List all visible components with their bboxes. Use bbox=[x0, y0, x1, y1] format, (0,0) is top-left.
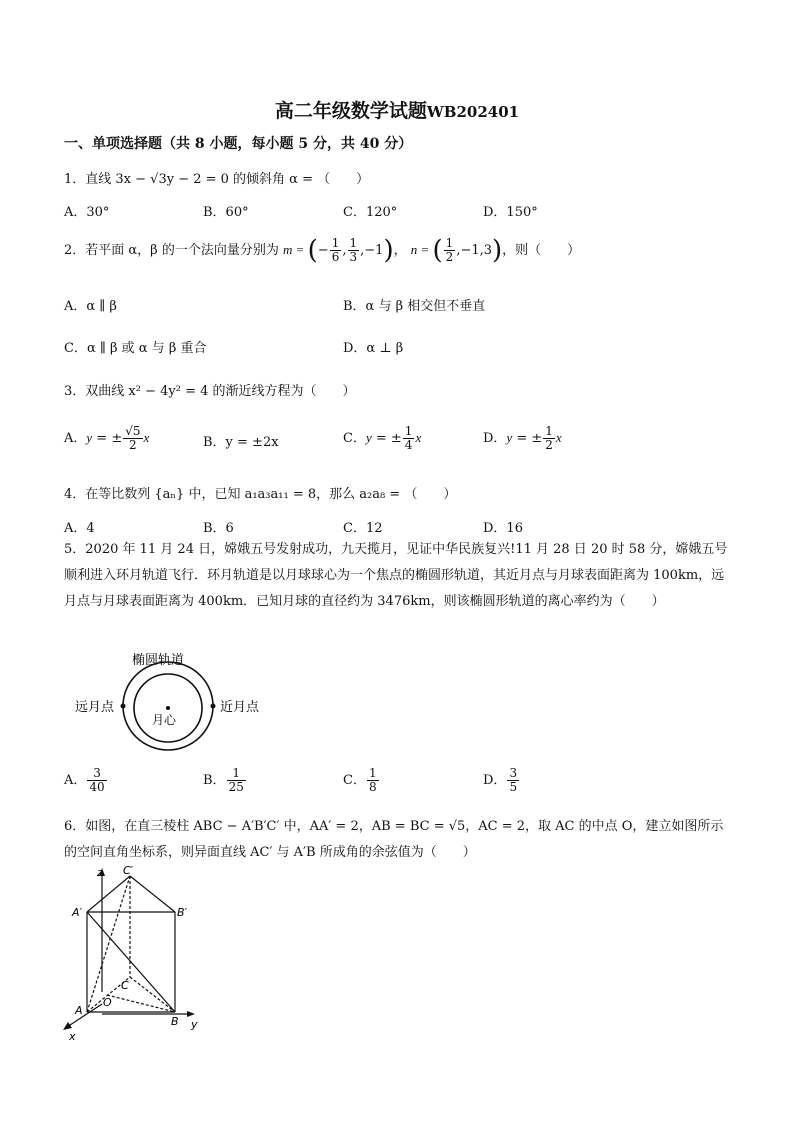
frac-1-2: $\frac{1}{2}$ bbox=[445, 236, 454, 264]
x-axis bbox=[67, 1004, 102, 1027]
moon-center-dot bbox=[166, 706, 170, 710]
label-o: O bbox=[103, 996, 112, 1009]
label-y: y bbox=[191, 1018, 198, 1031]
q1-option-d: D．150° bbox=[483, 205, 538, 220]
q4-option-a: A．4 bbox=[64, 521, 95, 536]
q5-option-a-label: A． bbox=[64, 773, 87, 788]
near-point-dot bbox=[211, 704, 216, 709]
prism-figure bbox=[55, 862, 215, 1042]
q4-option-b: B．6 bbox=[203, 521, 234, 536]
frac-1-2b: $\frac{1}{2}$ bbox=[545, 424, 553, 452]
edge-a1c1 bbox=[87, 876, 130, 912]
q1-option-b: B．60° bbox=[203, 205, 249, 220]
segment-ob bbox=[107, 995, 175, 1012]
label-a: A bbox=[75, 1004, 83, 1017]
question-2-stem: 2．若平面 α，β 的一个法向量分别为 m = (− $\frac{1}{6}$ , $\frac{1}{3}$ ,−1)， n = ( $\frac{1}{2}$ ,−1,3)，则（ ） bbox=[64, 235, 581, 266]
question-5-stem: 5．2020 年 11 月 24 日，嫦娥五号发射成功，九天揽月，见证中华民族复兴!11 月 28 日 20 时 58 分，嫦娥五号顺利进入环月轨道飞行．环月轨道是以月球球心为一个焦点的椭圆形轨道，其近月点与月球表面距离为 100km，远月点与月球表面距离为 400km．已知月球的直径约为 3476km，则该椭圆形轨道的离心率约为（ ） bbox=[64, 542, 728, 609]
edge-c1b1 bbox=[130, 876, 175, 912]
question-6-stem: 6．如图，在直三棱柱 ABC − A′B′C′ 中，AA′ = 2，AB = BC = √5，AC = 2，取 AC 的中点 O，建立如图所示的空间直角坐标系，则异面直线 AC′ 与 A′B 所成角的余弦值为（ ） bbox=[64, 819, 724, 860]
q5-option-b bbox=[203, 763, 247, 799]
q2-n-label: n = bbox=[410, 242, 433, 257]
q2-stem-a: 2．若平面 α，β 的一个法向量分别为 bbox=[64, 243, 279, 258]
q5-option-b-label: B． bbox=[203, 773, 226, 788]
q2-stem-b: ，则（ ） bbox=[502, 243, 581, 258]
y-arrow bbox=[187, 1011, 195, 1017]
label-c1: C′ bbox=[123, 864, 134, 877]
label-x: x bbox=[69, 1030, 76, 1042]
diag-a1b bbox=[87, 912, 175, 1012]
near-point-label: 近月点 bbox=[220, 700, 260, 715]
q2-option-b: B．α 与 β 相交但不垂直 bbox=[343, 299, 486, 314]
section-heading: 一、单项选择题（共 8 小题，每小题 5 分，共 40 分） bbox=[64, 136, 413, 152]
label-z: z bbox=[97, 866, 103, 879]
q5-frac-b: $\frac{1}{25}$ bbox=[228, 766, 244, 794]
exam-code: WB202401 bbox=[426, 103, 520, 121]
q5-option-c-label: C． bbox=[343, 773, 366, 788]
far-point-dot bbox=[121, 704, 126, 709]
far-point-label: 远月点 bbox=[75, 700, 115, 715]
question-3-stem: 3．双曲线 x² − 4y² = 4 的渐近线方程为（ ） bbox=[64, 384, 356, 399]
label-b1: B′ bbox=[177, 906, 188, 919]
label-b: B bbox=[171, 1015, 179, 1028]
q5-frac-c: $\frac{1}{8}$ bbox=[368, 766, 377, 794]
q2-option-c: C．α ∥ β 或 α 与 β 重合 bbox=[64, 341, 207, 356]
q2-m-label: m = bbox=[282, 242, 308, 257]
q3-option-a-label: A． bbox=[64, 431, 87, 446]
q3-option-c: C．y = ± $\frac{1}{4}$ x bbox=[343, 424, 422, 452]
frac-1-6: $\frac{1}{6}$ bbox=[331, 236, 340, 264]
frac-sqrt5-2: $\frac{√5}{2}$ bbox=[125, 424, 141, 452]
q4-option-d: D．16 bbox=[483, 521, 523, 536]
question-4-stem: 4．在等比数列 {aₙ} 中，已知 a₁a₃a₁₁ = 8，那么 a₂a₈ = （ ） bbox=[64, 487, 457, 502]
q5-frac-d: $\frac{3}{5}$ bbox=[509, 766, 518, 794]
frac-1-3: $\frac{1}{3}$ bbox=[349, 236, 358, 264]
label-a1: A′ bbox=[72, 906, 83, 919]
q1-option-a: A．30° bbox=[64, 205, 110, 220]
q3-option-d: D．y = ± $\frac{1}{2}$ x bbox=[483, 424, 562, 452]
center-label: 月心 bbox=[152, 713, 177, 727]
q3-option-d-label: D． bbox=[483, 431, 507, 446]
q5-option-d-label: D． bbox=[483, 773, 507, 788]
q3-option-c-label: C． bbox=[343, 431, 366, 446]
q3-option-b: B．y = ±2x bbox=[203, 435, 279, 450]
title-text: 高二年级数学试题 bbox=[274, 100, 427, 122]
q2-option-a: A．α ∥ β bbox=[64, 299, 117, 314]
x-arrow bbox=[63, 1022, 72, 1030]
q2-option-d: D．α ⊥ β bbox=[343, 341, 404, 356]
question-1-stem: 1．直线 3x − √3y − 2 = 0 的倾斜角 α = （ ） bbox=[64, 172, 370, 187]
label-c: C bbox=[121, 979, 129, 992]
q5-option-d bbox=[483, 763, 520, 799]
orbit-label: 椭圆轨道 bbox=[132, 653, 185, 668]
frac-1-4: $\frac{1}{4}$ bbox=[404, 424, 413, 452]
page-title bbox=[0, 96, 794, 123]
orbit-figure bbox=[70, 648, 270, 758]
q5-frac-a: $\frac{3}{40}$ bbox=[89, 766, 105, 794]
q4-option-c: C．12 bbox=[343, 521, 383, 536]
q5-option-c bbox=[343, 763, 380, 799]
q1-option-c: C．120° bbox=[343, 205, 398, 220]
q5-option-a bbox=[64, 763, 108, 799]
q3-option-a: A．y = ± $\frac{√5}{2}$ x bbox=[64, 424, 150, 452]
